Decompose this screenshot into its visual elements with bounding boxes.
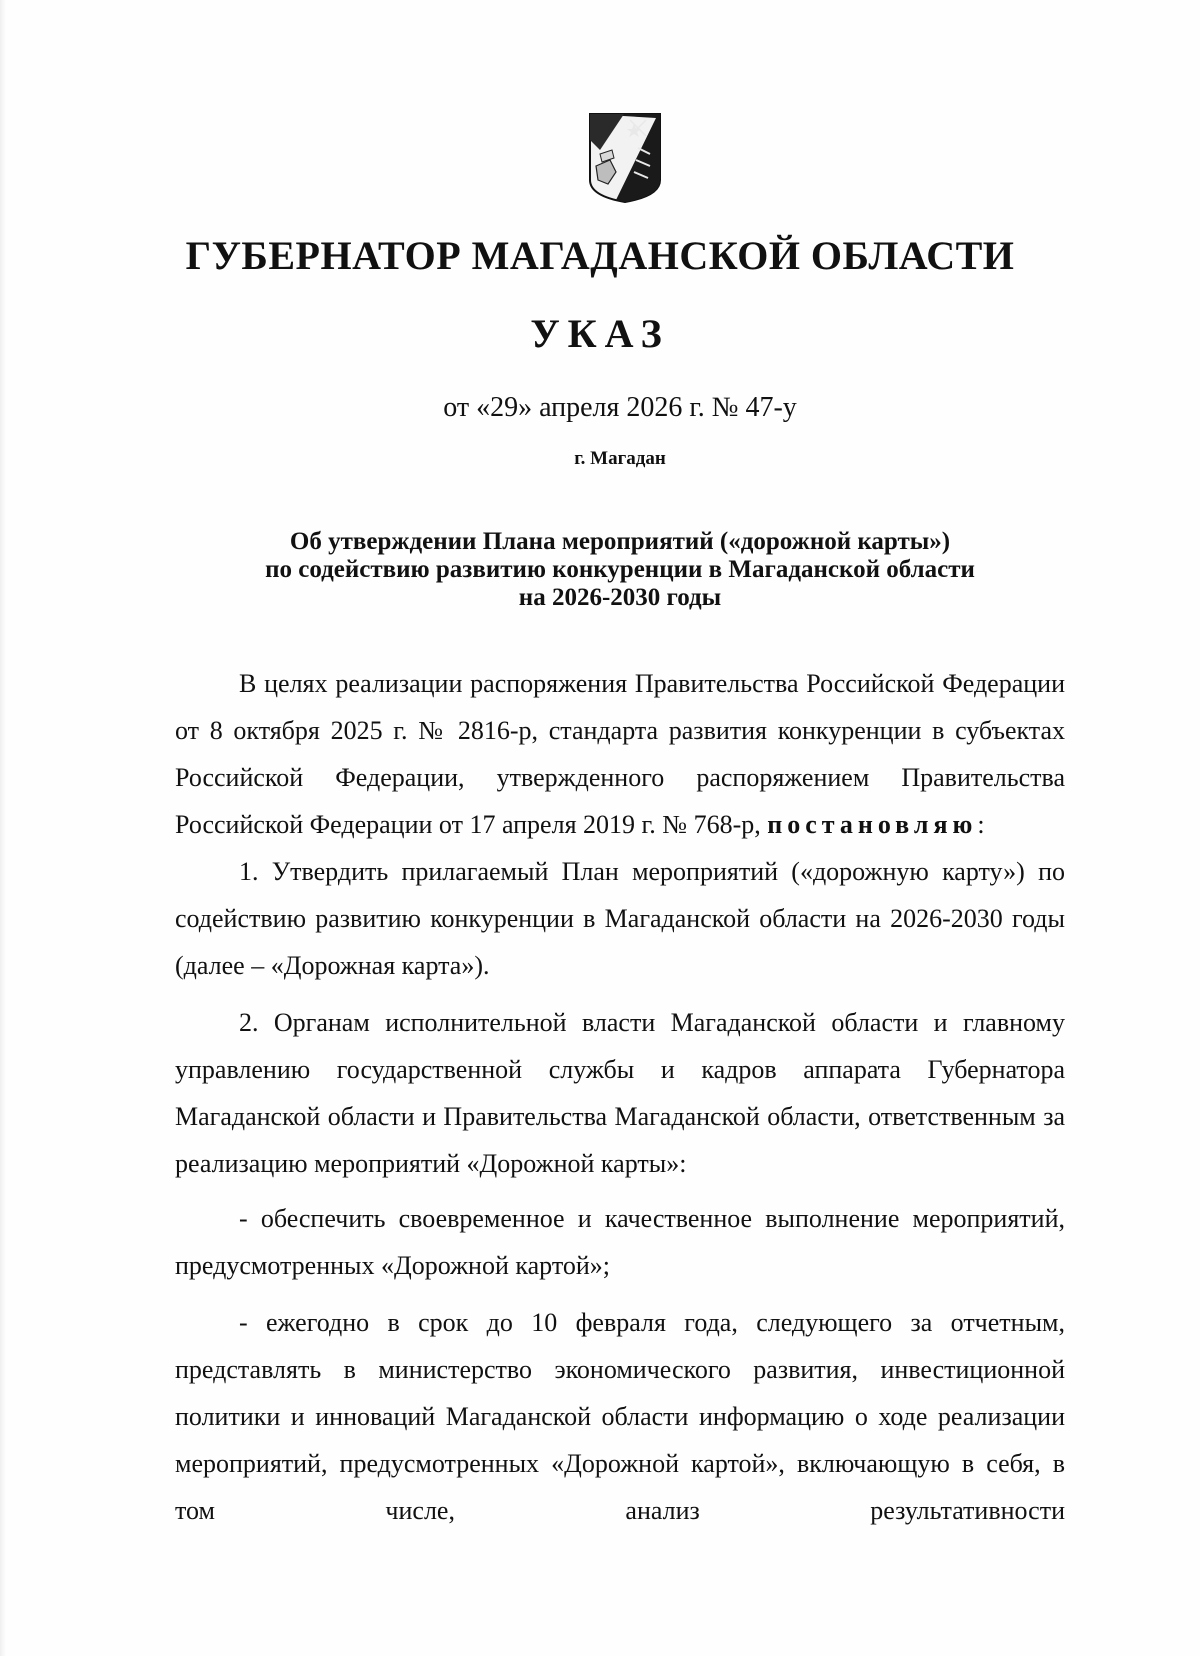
subject-line-3: на 2026-2030 годы (518, 584, 722, 611)
decree-date-number: от «29» апреля 2026 г. № 47-у (443, 392, 797, 423)
decree-word: постановляю (767, 810, 978, 839)
decree-colon: : (977, 810, 985, 839)
preamble-paragraph (175, 660, 1065, 848)
preamble-text: В целях реализации распоряжения Правительства Российской Федерации от 8 октября 2025 г. № 2816-р, стандарта развития конкуренции в субъектах Российской Федерации, утвержденного распоряжением Правительства Российской Федерации от 17 апреля 2019 г. № 768-р, (175, 669, 1065, 839)
decree-body (175, 660, 1065, 1534)
decree-subject (0, 528, 1200, 612)
issuing-authority-title: ГУБЕРНАТОР МАГАДАНСКОЙ ОБЛАСТИ (185, 233, 1015, 278)
item-1-paragraph: 1. Утвердить прилагаемый План мероприятий («дорожную карту») по содействию развитию конкуренции в Магаданской области на 2026-2030 годы (далее – «Дорожная карта»). (175, 857, 1065, 980)
item-2-bullet-2: - ежегодно в срок до 10 февраля года, следующего за отчетным, представлять в министерство экономического развития, инвестиционной политики и инноваций Магаданской области информацию о ходе реализации мероприятий, предусмотренных «Дорожной картой», включающую в себя, в том числе, анализ результативности (175, 1308, 1065, 1525)
item-2-paragraph: 2. Органам исполнительной власти Магаданской области и главному управлению государственной службы и кадров аппарата Губернатора Магаданской области и Правительства Магаданской области, ответственным за реализацию мероприятий «Дорожной карты»: (175, 1008, 1065, 1178)
item-2-bullet-1: - обеспечить своевременное и качественное выполнение мероприятий, предусмотренных «Дорожной картой»; (175, 1204, 1065, 1280)
subject-line-2: по содействию развитию конкуренции в Магаданской области (265, 556, 975, 583)
coat-of-arms-emblem (586, 110, 664, 204)
subject-line-1: Об утверждении Плана мероприятий («дорожной карты») (289, 528, 951, 555)
document-type-title: УКАЗ (530, 311, 670, 356)
issue-city: г. Магадан (574, 448, 666, 469)
